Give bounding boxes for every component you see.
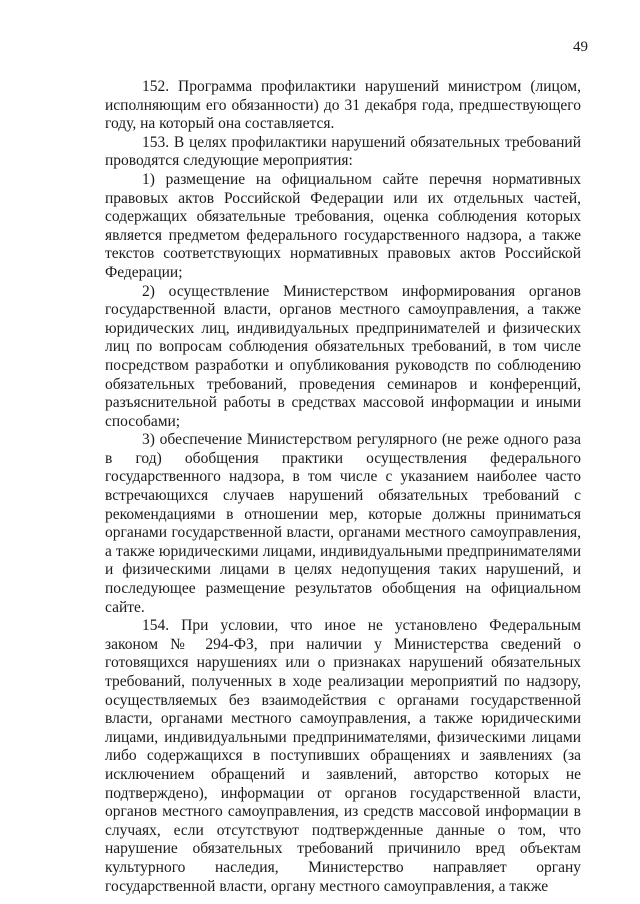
paragraph-153: 153. В целях профилактики нарушений обязательных требований проводятся следующие мероприятия: [105,133,581,170]
list-item-3: 3) обеспечение Министерством регулярного (не реже одного раза в год) обобщения практики осуществления федерального государственного надзора, в том числе с указанием наиболее часто встречающихся случаев нарушений обязательных требований с рекомендациями в отношении мер, которые должны приниматься органами государственной власти, органами местного самоуправления, а также юридическими лицами, индивидуальными предпринимателями и физическими лицами в целях недопущения таких нарушений, и последующее размещение результатов обобщения на официальном сайте. [105,431,581,616]
paragraph-154: 154. При условии, что иное не установлено Федеральным законом № 294-ФЗ, при наличии у Министерства сведений о готовящихся нарушениях или о признаках нарушений обязательных требований, полученных в ходе реализации мероприятий по надзору, осуществляемых без взаимодействия с органами государственной власти, органами местного самоуправления, а также юридическими лицами, индивидуальными предпринимателями, физическими лицами либо содержащихся в поступивших обращениях и заявлениях (за исключением обращений и заявлений, авторство которых не подтверждено), информации от органов государственной власти, органов местного самоуправления, из средств массовой информации в случаях, если отсутствуют подтвержденные данные о том, что нарушение обязательных требований причинило вред объектам культурного наследия, Министерство направляет органу государственной власти, органу местного самоуправления, а также [105,617,581,895]
paragraph-152: 152. Программа профилактики нарушений министром (лицом, исполняющим его обязанности) до 31 декабря года, предшествующего году, на который она составляется. [105,78,581,133]
list-item-1: 1) размещение на официальном сайте перечня нормативных правовых актов Российской Федерации или их отдельных частей, содержащих обязательные требования, оценка соблюдения которых является предметом федерального государственного надзора, а также текстов соответствующих нормативных правовых актов Российской Федерации; [105,170,581,281]
list-item-2: 2) осуществление Министерством информирования органов государственной власти, органов местного самоуправления, а также юридических лиц, индивидуальных предпринимателей и физических лиц по вопросам соблюдения обязательных требований, в том числе посредством разработки и опубликования руководств по соблюдению обязательных требований, проведения семинаров и конференций, разъяснительной работы в средствах массовой информации и иными способами; [105,282,581,430]
document-body [105,78,581,896]
page-number: 49 [573,39,588,55]
